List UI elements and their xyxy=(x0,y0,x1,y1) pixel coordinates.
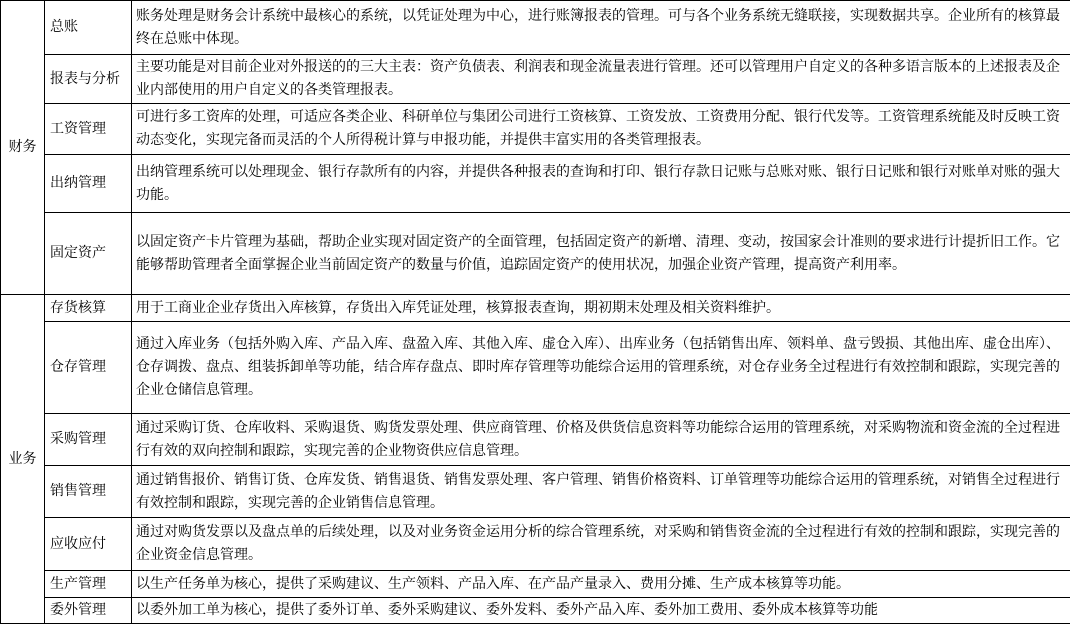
table-row xyxy=(1,598,1070,624)
table-row xyxy=(1,322,1070,414)
module-desc-cell: 通过对购货发票以及盘点单的后续处理，以及对业务资金运用分析的综合管理系统，对采购和销售资金流的全过程进行有效的控制和跟踪，实现完善的企业资金信息管理。 xyxy=(132,518,1070,571)
table-row xyxy=(1,213,1070,295)
module-name-cell: 生产管理 xyxy=(45,571,132,598)
module-desc-cell: 用于工商业企业存货出入库核算，存货出入库凭证处理，核算报表查询，期初期末处理及相关资料维护。 xyxy=(132,295,1070,322)
module-desc-cell: 通过采购订货、仓库收料、采购退货、购货发票处理、供应商管理、价格及供货信息资料等功能综合运用的管理系统，对采购物流和资金流的全过程进行有效的双向控制和跟踪，实现完善的企业物资供应信息管理。 xyxy=(132,414,1070,466)
table-row xyxy=(1,55,1070,104)
table-row xyxy=(1,1,1070,55)
table-row xyxy=(1,155,1070,213)
module-name-cell: 固定资产 xyxy=(45,213,132,295)
table-row xyxy=(1,295,1070,322)
module-name-cell: 存货核算 xyxy=(45,295,132,322)
module-desc-cell: 通过入库业务（包括外购入库、产品入库、盘盈入库、其他入库、虚仓入库）、出库业务（包括销售出库、领料单、盘亏毁损、其他出库、虚仓出库）、仓存调拨、盘点、组装拆卸单等功能，结合库存盘点、即时库存管理等功能综合运用的管理系统，对仓存业务全过程进行有效控制和跟踪，实现完善的企业仓储信息管理。 xyxy=(132,322,1070,414)
table-row xyxy=(1,104,1070,155)
module-name-cell: 仓存管理 xyxy=(45,322,132,414)
table-row xyxy=(1,414,1070,466)
module-desc-cell: 账务处理是财务会计系统中最核心的系统，以凭证处理为中心，进行账簿报表的管理。可与各个业务系统无缝联接，实现数据共享。企业所有的核算最终在总账中体现。 xyxy=(132,1,1070,55)
table-row xyxy=(1,466,1070,518)
module-name-cell: 销售管理 xyxy=(45,466,132,518)
category-cell: 业务 xyxy=(1,295,45,624)
module-desc-cell: 以生产任务单为核心，提供了采购建议、生产领料、产品入库、在产品产量录入、费用分摊、生产成本核算等功能。 xyxy=(132,571,1070,598)
module-desc-cell: 以委外加工单为核心，提供了委外订单、委外采购建议、委外发料、委外产品入库、委外加工费用、委外成本核算等功能 xyxy=(132,598,1070,624)
module-desc-cell: 主要功能是对目前企业对外报送的的三大主表：资产负债表、利润表和现金流量表进行管理。还可以管理用户自定义的各种多语言版本的上述报表及企业内部使用的用户自定义的各类管理报表。 xyxy=(132,55,1070,104)
module-name-cell: 采购管理 xyxy=(45,414,132,466)
module-desc-cell: 通过销售报价、销售订货、仓库发货、销售退货、销售发票处理、客户管理、销售价格资料、订单管理等功能综合运用的管理系统，对销售全过程进行有效控制和跟踪，实现完善的企业销售信息管理。 xyxy=(132,466,1070,518)
module-name-cell: 总账 xyxy=(45,1,132,55)
module-desc-cell: 以固定资产卡片管理为基础，帮助企业实现对固定资产的全面管理，包括固定资产的新增、清理、变动，按国家会计准则的要求进行计提折旧工作。它能够帮助管理者全面掌握企业当前固定资产的数量与价值，追踪固定资产的使用状况，加强企业资产管理，提高资产利用率。 xyxy=(132,213,1070,295)
module-name-cell: 报表与分析 xyxy=(45,55,132,104)
table-row xyxy=(1,571,1070,598)
module-name-cell: 工资管理 xyxy=(45,104,132,155)
module-name-cell: 委外管理 xyxy=(45,598,132,624)
module-desc-cell: 可进行多工资库的处理，可适应各类企业、科研单位与集团公司进行工资核算、工资发放、工资费用分配、银行代发等。工资管理系统能及时反映工资动态变化，实现完备而灵活的个人所得税计算与申报功能，并提供丰富实用的各类管理报表。 xyxy=(132,104,1070,155)
table-row xyxy=(1,518,1070,571)
module-desc-cell: 出纳管理系统可以处理现金、银行存款所有的内容，并提供各种报表的查询和打印、银行存款日记账与总账对账、银行日记账和银行对账单对账的强大功能。 xyxy=(132,155,1070,213)
module-name-cell: 出纳管理 xyxy=(45,155,132,213)
module-name-cell: 应收应付 xyxy=(45,518,132,571)
category-cell: 财务 xyxy=(1,1,45,295)
